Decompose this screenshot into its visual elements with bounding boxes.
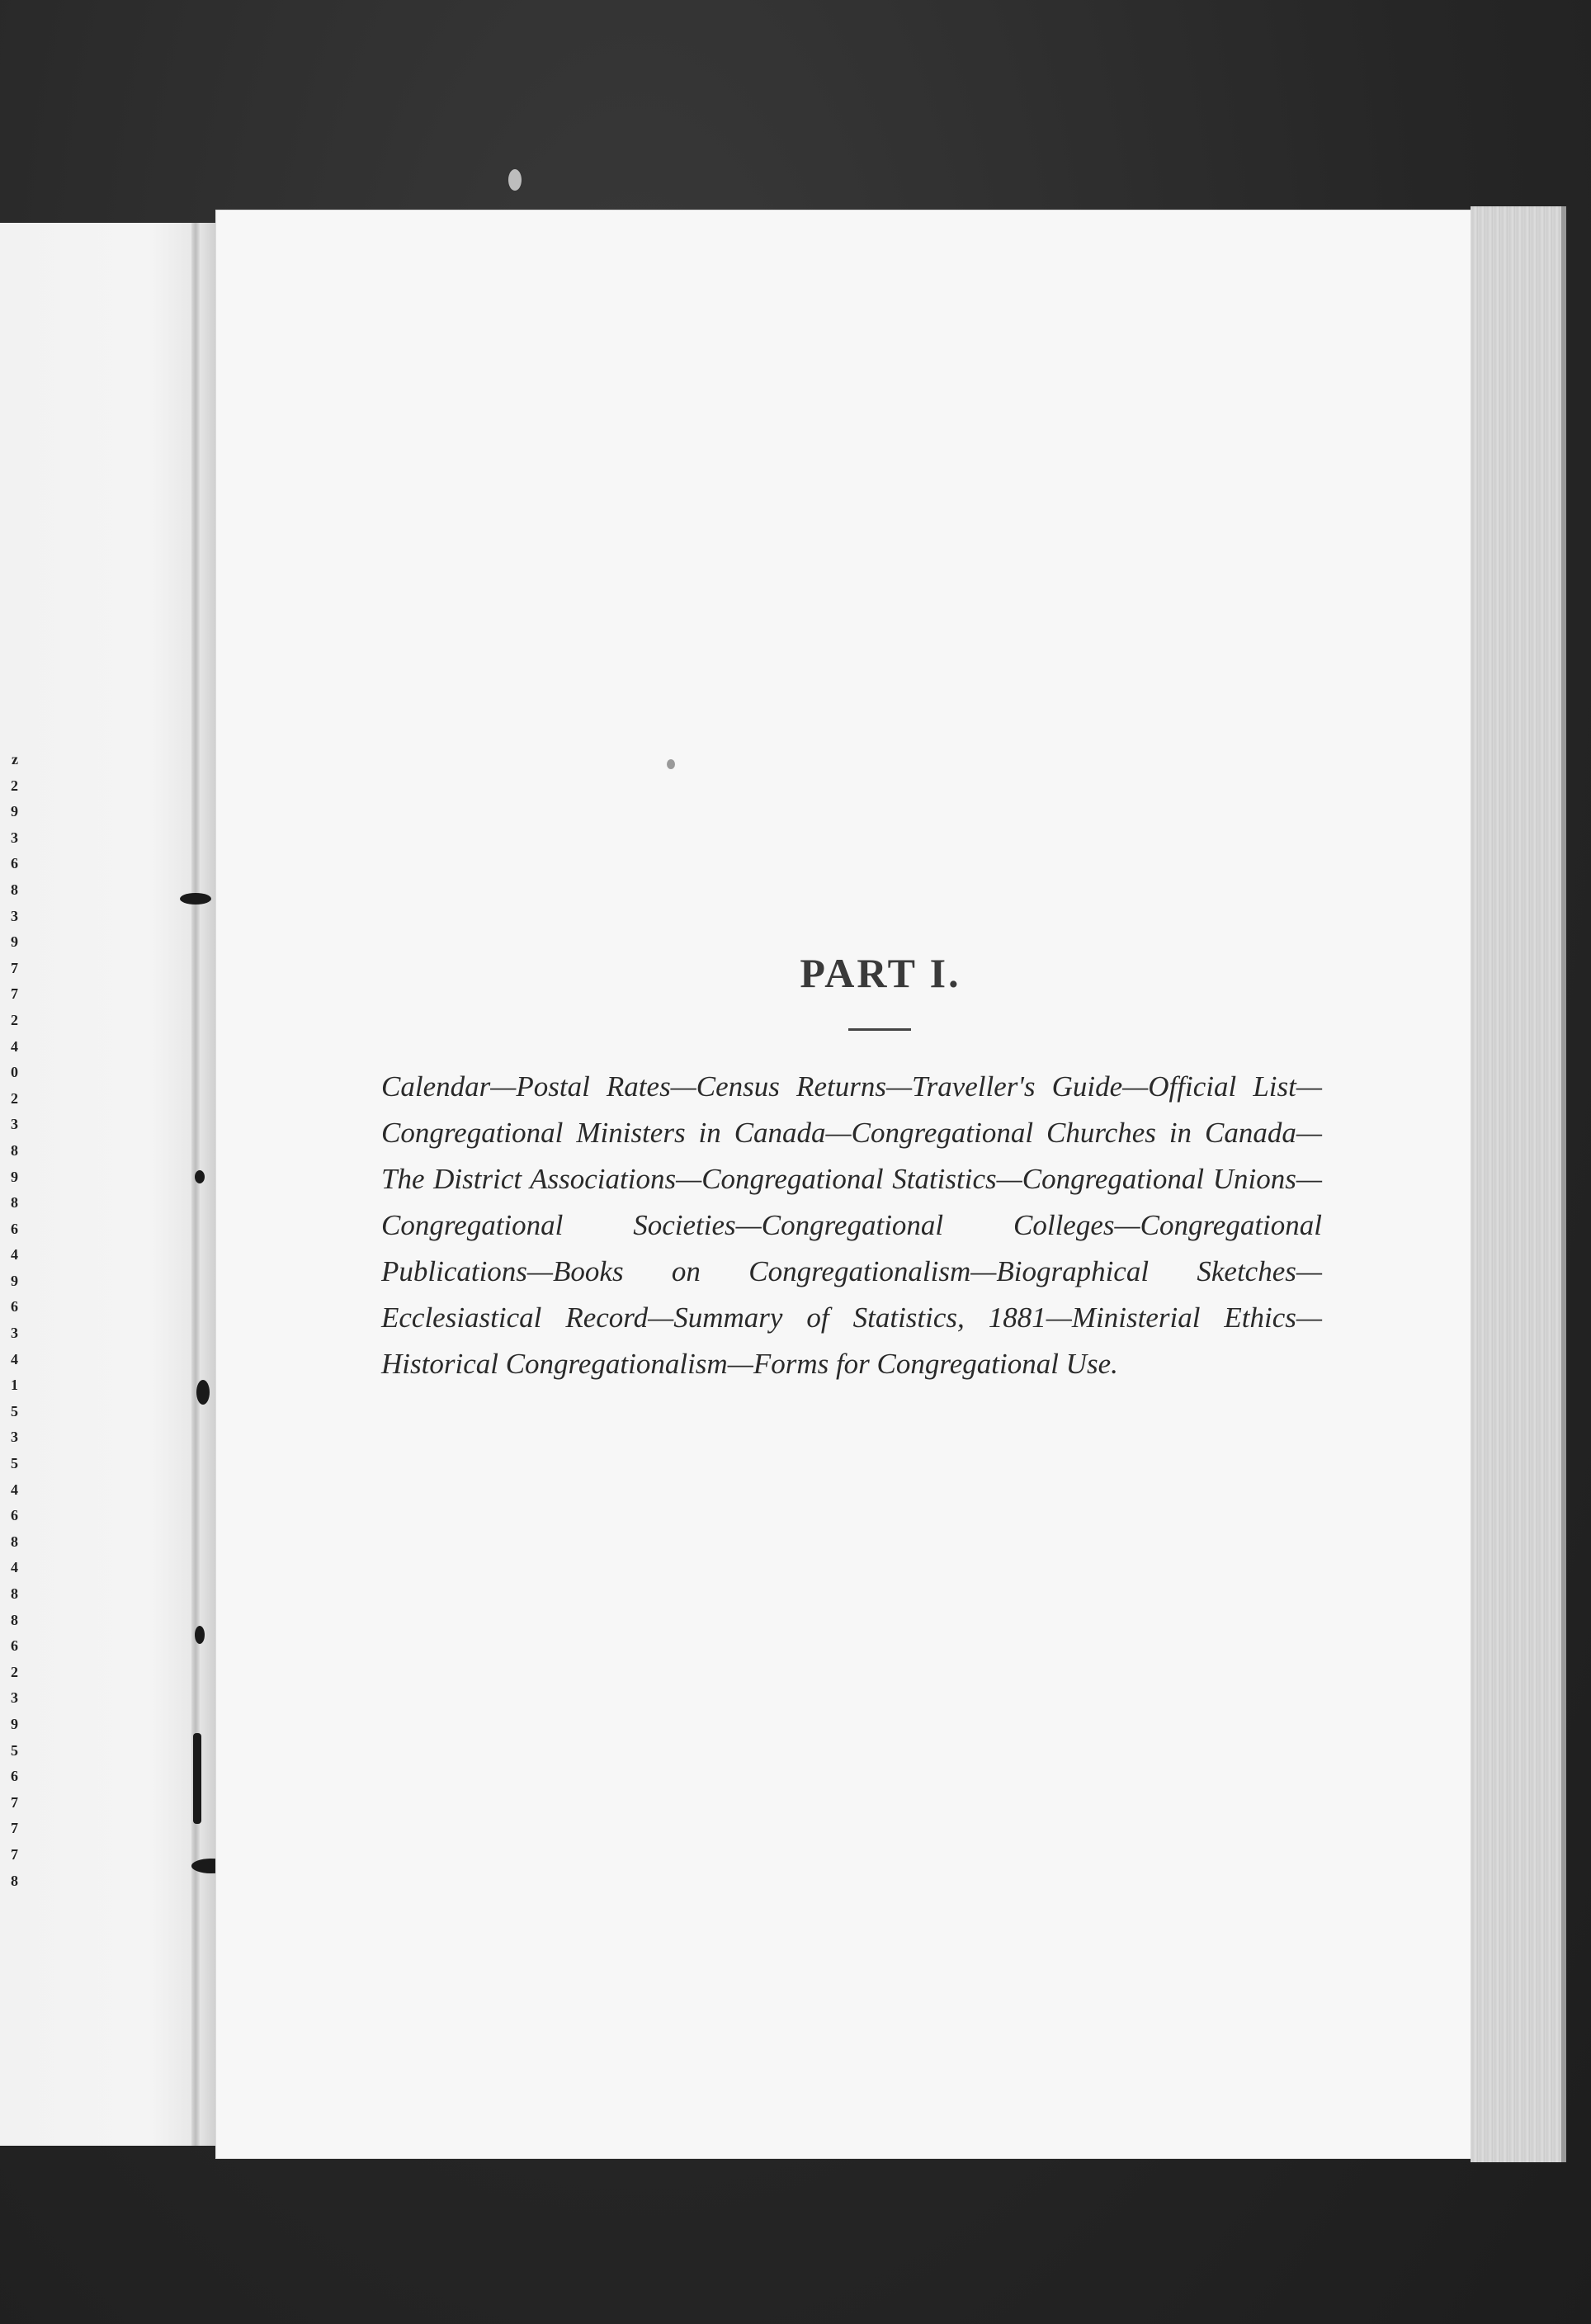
- margin-number: 4: [11, 1350, 18, 1367]
- margin-number: 8: [11, 1533, 18, 1550]
- margin-number: 9: [11, 1715, 18, 1732]
- margin-number: 7: [11, 1793, 18, 1811]
- left-page: [0, 223, 216, 2146]
- margin-number: 4: [11, 1481, 18, 1498]
- margin-number: 9: [11, 1168, 18, 1185]
- margin-number: 2: [11, 1663, 18, 1680]
- title-rule: [848, 1028, 911, 1031]
- binding-stitch: [195, 1170, 205, 1183]
- part-title: PART I.: [800, 950, 961, 996]
- margin-number: 5: [11, 1741, 18, 1759]
- margin-number: 4: [11, 1037, 18, 1055]
- margin-number: 2: [11, 777, 18, 794]
- book-gutter: [191, 223, 200, 2146]
- binding-stitch: [195, 1626, 205, 1644]
- margin-number: 3: [11, 1116, 18, 1133]
- binding-stitch: [193, 1733, 201, 1824]
- margin-number: 3: [11, 1689, 18, 1707]
- margin-number: 6: [11, 1637, 18, 1655]
- margin-number: 6: [11, 1768, 18, 1785]
- margin-number: 8: [11, 1194, 18, 1212]
- margin-number: 6: [11, 855, 18, 872]
- binding-stitch: [180, 893, 211, 905]
- margin-number: 7: [11, 959, 18, 976]
- margin-number: 3: [11, 829, 18, 846]
- margin-number: 7: [11, 1845, 18, 1863]
- margin-number: 7: [11, 1820, 18, 1837]
- margin-number: z: [12, 751, 18, 768]
- margin-number: 5: [11, 1402, 18, 1419]
- margin-number: 3: [11, 1429, 18, 1446]
- margin-number: 2: [11, 1089, 18, 1107]
- margin-number: 0: [11, 1064, 18, 1081]
- margin-number: 9: [11, 803, 18, 820]
- dust-speck: [667, 759, 675, 769]
- margin-number: 8: [11, 1585, 18, 1602]
- margin-number: 5: [11, 1455, 18, 1472]
- binding-stitch: [196, 1380, 210, 1405]
- margin-number: 8: [11, 1611, 18, 1628]
- page-edges: [1471, 206, 1566, 2162]
- margin-number: 4: [11, 1559, 18, 1576]
- margin-number: 8: [11, 1141, 18, 1159]
- margin-number: 3: [11, 1325, 18, 1342]
- margin-number: 6: [11, 1298, 18, 1316]
- margin-number: 9: [11, 1272, 18, 1289]
- margin-number: 3: [11, 907, 18, 924]
- part-contents: [381, 949, 1322, 1416]
- margin-number: 8: [11, 881, 18, 898]
- left-page-margin-numbers: [0, 747, 18, 1894]
- dust-speck: [508, 169, 522, 191]
- margin-number: 7: [11, 985, 18, 1003]
- margin-number: 6: [11, 1507, 18, 1524]
- margin-number: 8: [11, 1872, 18, 1889]
- contents-summary: Calendar—Postal Rates—Census Returns—Traveller's Guide—Official List—Congregational Ministers in Canada—Congregational Churches in Canada—The District Associations—Congregational Statistics—Congregational Unions—Congregational Societies—Congregational Colleges—Congregational Publications—Books on Congregationalism—Biographical Sketches—Ecclesiastical Record—Summary of Statistics, 1881—Ministerial Ethics—Historical Congregationalism—Forms for Congregational Use.: [381, 1070, 1322, 1380]
- margin-number: 1: [11, 1377, 18, 1394]
- margin-number: 6: [11, 1220, 18, 1237]
- margin-number: 9: [11, 933, 18, 951]
- margin-number: 4: [11, 1246, 18, 1264]
- margin-number: 2: [11, 1011, 18, 1028]
